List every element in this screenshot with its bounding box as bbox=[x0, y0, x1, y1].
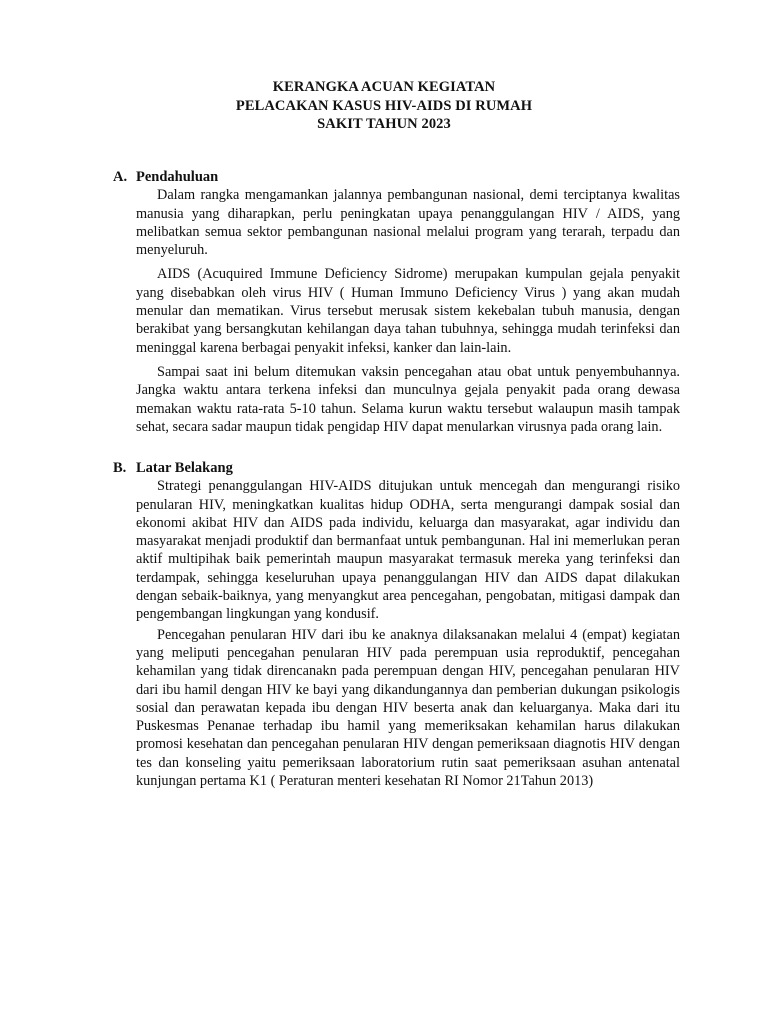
section-title: Latar Belakang bbox=[136, 460, 233, 476]
section-heading bbox=[113, 168, 680, 186]
section-letter: A. bbox=[113, 169, 128, 185]
section-pendahuluan bbox=[113, 168, 680, 436]
document-title bbox=[0, 78, 768, 134]
paragraph: Strategi penanggulangan HIV-AIDS ditujukan untuk mencegah dan mengurangi risiko penularan HIV, meningkatkan kualitas hidup ODHA, serta mengurangi dampak sosial dan ekonomi akibat HIV dan AIDS pada individu, keluarga dan masyarakat, agar individu dan masyarakat menjadi produktif dan bermanfaat untuk pembangunan. Hal ini memerlukan peran aktif multipihak baik pemerintah maupun masyarakat termasuk mereka yang terinfeksi dan terdampak, sehingga keseluruhan upaya penanggulangan HIV dan AIDS dapat dilakukan dengan sebaik-baiknya, yang menyangkut area pencegahan, pengobatan, mitigasi dampak dan pengembangan lingkungan yang kondusif. bbox=[136, 478, 680, 623]
paragraph: Sampai saat ini belum ditemukan vaksin pencegahan atau obat untuk penyembuhannya. Jangka waktu antara terkena infeksi dan munculnya gejala penyakit pada orang dewasa memakan waktu rata-rata 5-10 tahun. Selama kurun waktu tersebut walaupun masih tampak sehat, secara sadar maupun tidak pengidap HIV dapat menularkan virusnya pada orang lain. bbox=[136, 363, 680, 435]
paragraph: Dalam rangka mengamankan jalannya pembangunan nasional, demi terciptanya kwalitas manusia yang diharapkan, perlu peningkatan upaya penanggulangan HIV / AIDS, yang melibatkan semua sektor pembangunan nasional melalui program yang terarah, terpadu dan menyeluruh. bbox=[136, 187, 680, 259]
section-heading bbox=[113, 459, 680, 477]
section-latar-belakang bbox=[113, 459, 680, 790]
section-title: Pendahuluan bbox=[136, 169, 219, 185]
section-letter: B. bbox=[113, 460, 127, 476]
title-line-3: SAKIT TAHUN 2023 bbox=[317, 116, 451, 132]
paragraph: AIDS (Acuquired Immune Deficiency Sidrome) merupakan kumpulan gejala penyakit yang disebabkan oleh virus HIV ( Human Immuno Deficiency Virus ) yang akan mudah menular dan mematikan. Virus tersebut merusak sistem kekebalan tubuh manusia, dengan berakibat yang bersangkutan kehilangan daya tahan tubuhnya, sehingga mudah terinfeksi dan meninggal karena berbagai penyakit infeksi, kanker dan lain-lain. bbox=[136, 266, 680, 356]
title-line-2: PELACAKAN KASUS HIV-AIDS DI RUMAH bbox=[235, 97, 533, 114]
title-line-1: KERANGKA ACUAN KEGIATAN bbox=[272, 79, 496, 95]
paragraph: Pencegahan penularan HIV dari ibu ke anaknya dilaksanakan melalui 4 (empat) kegiatan yang meliputi pencegahan penularan HIV pada perempuan usia reproduktif, pencegahan kehamilan yang tidak direncanakn pada perempuan dengan HIV, pencegahan penularan HIV dari ibu hamil dengan HIV ke bayi yang dikandungannya dan pemberian dukungan psikologis sosial dan perawatan kepada ibu dengan HIV beserta anak dan keluarganya. Maka dari itu Puskesmas Penanae terhadap ibu hamil yang memeriksakan kehamilan harus dilakukan promosi kesehatan dan pencegahan penularan HIV dengan pemeriksaan diagnotis HIV dengan tes dan konseling yaitu pemeriksaan laboratorium rutin saat pemeriksaan asuhan antenatal kunjungan pertama K1 ( Peraturan menteri kesehatan RI Nomor 21Tahun 2013) bbox=[136, 626, 680, 790]
